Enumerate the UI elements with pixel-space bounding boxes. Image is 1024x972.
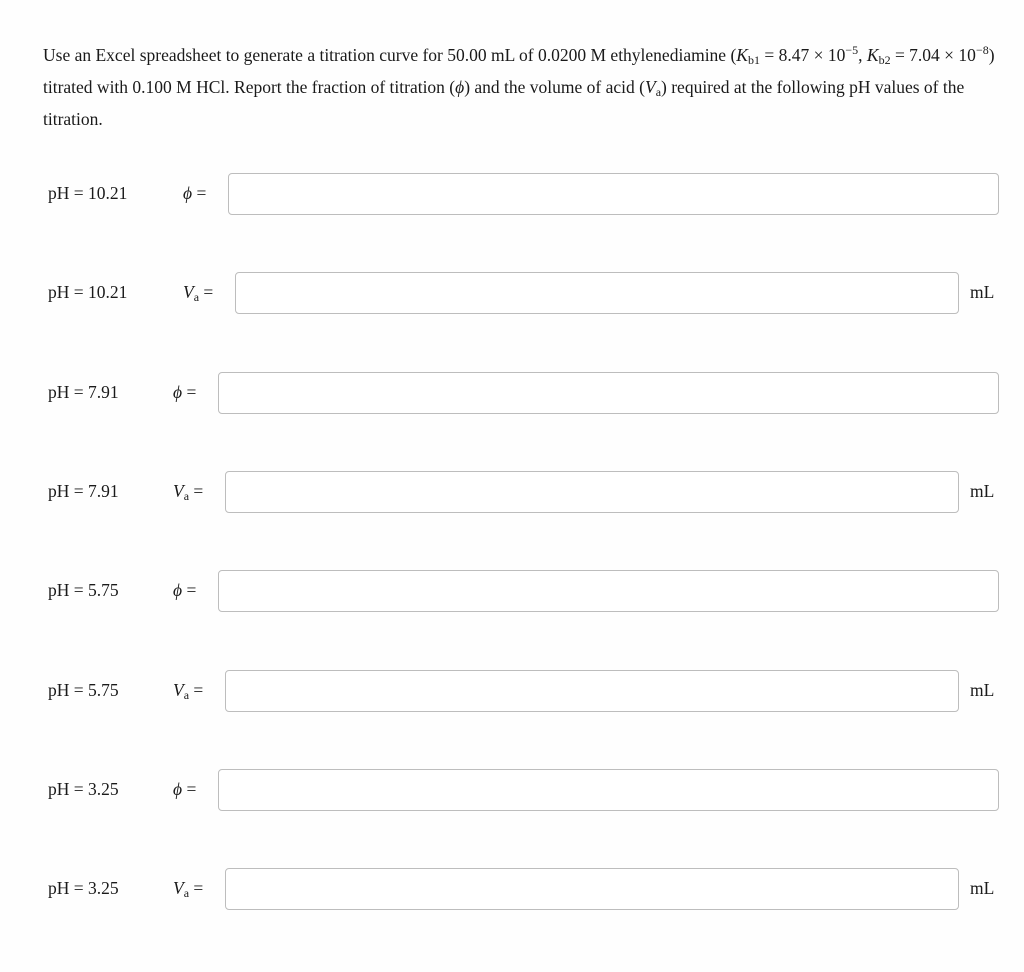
va-input-ph-5-75[interactable]: [225, 670, 959, 712]
ph-label: pH = 7.91: [48, 481, 119, 501]
va-label: $V_a$ =: [183, 282, 214, 304]
unit-label: mL: [970, 680, 995, 700]
unit-label: mL: [970, 282, 995, 302]
ph-label: pH = 3.25: [48, 779, 119, 799]
ph-label: pH = 10.21: [48, 183, 128, 203]
va-label: $V_a$ =: [173, 481, 204, 503]
va-symbol: V: [644, 77, 656, 97]
kb2-symbol: K: [866, 45, 879, 65]
kb1-symbol: K: [736, 45, 748, 65]
va-input-ph-7-91[interactable]: [225, 471, 959, 513]
answer-row: [0, 570, 1024, 614]
ph-label: pH = 5.75: [48, 580, 119, 600]
phi-input-ph-10-21[interactable]: [228, 173, 999, 215]
kb2-value: = 7.04 × 10: [890, 45, 976, 65]
kb1-subscript: b1: [747, 53, 760, 67]
kb2-subscript: b2: [878, 53, 891, 67]
answer-row: [0, 372, 1024, 416]
phi-label: ϕ =: [173, 779, 197, 799]
answer-row: [0, 272, 1024, 316]
question-part2: ) titrated with 0.100 M HCl. Report the fraction of titration (: [43, 45, 995, 97]
kb1-value: = 8.47 × 10: [759, 45, 846, 65]
question-part4: ) required at the following pH values of the titration.: [43, 77, 965, 129]
va-label: $V_a$ =: [173, 878, 204, 900]
phi-label: ϕ =: [173, 382, 197, 402]
phi-label: ϕ =: [183, 183, 207, 203]
phi-input-ph-5-75[interactable]: [218, 570, 999, 612]
va-input-ph-10-21[interactable]: [235, 272, 959, 314]
ph-label: pH = 5.75: [48, 680, 119, 700]
phi-label: ϕ =: [173, 580, 197, 600]
unit-label: mL: [970, 878, 995, 898]
va-label: $V_a$ =: [173, 680, 204, 702]
constant-separator: ,: [858, 45, 863, 65]
answer-row: [0, 769, 1024, 813]
kb1-exponent: −5: [845, 43, 859, 57]
answer-row: [0, 471, 1024, 515]
phi-input-ph-3-25[interactable]: [218, 769, 999, 811]
question-part3: ) and the volume of acid (: [464, 77, 645, 97]
phi-symbol: ϕ: [455, 77, 465, 97]
answer-row: [0, 670, 1024, 714]
ph-label: pH = 7.91: [48, 382, 119, 402]
unit-label: mL: [970, 481, 995, 501]
phi-input-ph-7-91[interactable]: [218, 372, 999, 414]
question-part1: Use an Excel spreadsheet to generate a titration curve for 50.00 mL of 0.0200 M ethylenediamine (: [43, 45, 737, 65]
question-text: [43, 37, 1008, 133]
va-input-ph-3-25[interactable]: [225, 868, 959, 910]
ph-label: pH = 3.25: [48, 878, 119, 898]
kb2-exponent: −8: [975, 43, 989, 57]
va-subscript: a: [655, 85, 662, 99]
answer-row: [0, 868, 1024, 912]
answer-row: [0, 173, 1024, 217]
ph-label: pH = 10.21: [48, 282, 128, 302]
